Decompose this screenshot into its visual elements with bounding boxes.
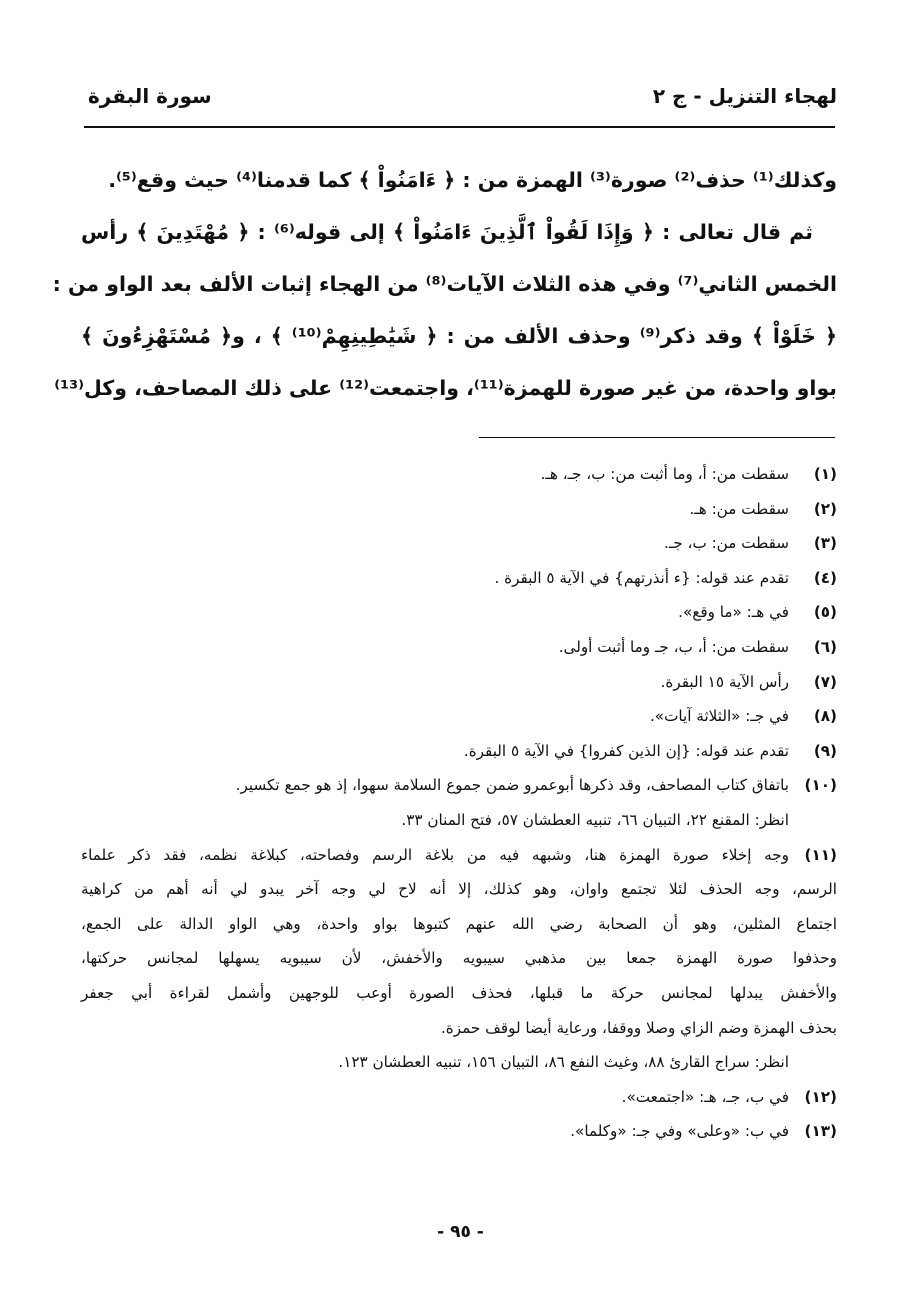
footnote-text: سقطت من: أ، ب، جـ وما أثبت أولى. bbox=[558, 637, 789, 656]
footnote-text: اجتماع المثلين، وهو أن الصحابة رضي الله عنهم كتبوها بواو واحدة، وهي الواو الدالة على الجمع، bbox=[81, 914, 837, 933]
footnote-10 bbox=[81, 768, 837, 803]
footnote-3 bbox=[81, 526, 837, 561]
footnote-number: (١) bbox=[813, 465, 837, 483]
footnote-number: (٥) bbox=[813, 603, 837, 622]
footnote-11-cont bbox=[81, 872, 837, 907]
running-header-surah: سورة البقرة bbox=[88, 84, 212, 108]
footnote-11-cont bbox=[81, 941, 837, 976]
footnote-text: والأخفش يبدلها لمجانس حركة ما قبلها، فحذف الصورة أوعب للوجهين وأشمل لقراءة أبي جعفر bbox=[81, 983, 837, 1002]
footnote-number: (١٣) bbox=[804, 1122, 837, 1141]
footnote-9 bbox=[81, 734, 837, 769]
footnotes bbox=[81, 457, 837, 1149]
footnote-text: في جـ: «الثلاثة آيات». bbox=[649, 707, 789, 726]
footnote-text: في ب، جـ، هـ: «اجتمعت». bbox=[621, 1087, 789, 1106]
main-text-line: بواو واحدة، من غير صورة للهمزة⁽¹¹⁾، واجتمعت⁽¹²⁾ على ذلك المصاحف، وكل⁽¹³⁾ bbox=[54, 376, 837, 400]
main-text-line: ﴿ خَلَوْاْ ﴾ وقد ذكر⁽⁹⁾ وحذف الألف من : ﴿ شَيَٰطِينِهِمْ⁽¹⁰⁾ ﴾ ، و﴿ مُسْتَهْزِءُونَ ﴾ bbox=[81, 324, 838, 348]
footnote-11-cont bbox=[81, 907, 837, 942]
footnote-number: (١٠) bbox=[804, 776, 837, 795]
footnote-text: بحذف الهمزة وضم الزاي وصلا ووقفا، ورعاية أيضا لوقف حمزة. bbox=[440, 1018, 837, 1037]
footnote-separator bbox=[479, 437, 835, 438]
footnote-text: باتفاق كتاب المصاحف، وقد ذكرها أبوعمرو ضمن جموع السلامة سهوا، إذ هو جمع تكسير. bbox=[235, 776, 789, 795]
footnote-text: تقدم عند قوله: {ء أنذرتهم} في الآية ٥ البقرة . bbox=[494, 568, 789, 587]
footnote-11 bbox=[81, 838, 837, 873]
footnote-1 bbox=[81, 457, 837, 492]
footnote-number: (٦) bbox=[813, 637, 837, 656]
footnote-number: (٤) bbox=[813, 568, 837, 587]
footnote-number: (٣) bbox=[813, 534, 837, 553]
main-text-line: ثم قال تعالى : ﴿ وَإِذَا لَقُواْ ٱلَّذِينَ ءَامَنُواْ ﴾ إلى قوله⁽⁶⁾ : ﴿ مُهْتَدِينَ ﴾ رأس bbox=[81, 220, 813, 244]
footnote-text: سقطت من: هـ. bbox=[689, 499, 789, 518]
footnote-text: سقطت من: أ، وما أثبت من: ب، جـ، هـ. bbox=[540, 465, 789, 483]
footnote-number: (١١) bbox=[804, 845, 837, 864]
footnote-number: (٨) bbox=[813, 707, 837, 726]
footnote-4 bbox=[81, 561, 837, 596]
footnote-text: انظر: سراج القارئ ٨٨، وغيث النفع ٨٦، التبيان ١٥٦، تنبيه العطشان ١٢٣. bbox=[338, 1053, 789, 1072]
footnote-11-cont bbox=[81, 976, 837, 1011]
footnote-number: (٧) bbox=[813, 672, 837, 691]
footnote-text: في هـ: «ما وقع». bbox=[678, 603, 789, 622]
footnote-text: وجه إخلاء صورة الهمزة هنا، وشبهه فيه من بلاغة الرسم وفصاحته، كبلاغة نظمه، فقد ذكر علماء bbox=[81, 845, 789, 864]
footnote-text: الرسم، وجه الحذف لئلا تجتمع واوان، وهو كذلك، إلا أنه لاح لي وجه آخر يبدو لي أنه أهم من كراهية bbox=[81, 880, 837, 899]
footnote-10-ref bbox=[81, 803, 837, 838]
footnote-12 bbox=[81, 1080, 837, 1115]
footnote-number: (٢) bbox=[813, 499, 837, 518]
footnote-6 bbox=[81, 630, 837, 665]
footnote-number: (١٢) bbox=[804, 1087, 837, 1106]
footnote-text: انظر: المقنع ٢٢، التبيان ٦٦، تنبيه العطشان ٥٧، فتح المنان ٣٣. bbox=[401, 810, 789, 829]
page-number: - ٩٥ - bbox=[437, 1222, 484, 1242]
footnote-11-cont bbox=[81, 1011, 837, 1046]
footnote-2 bbox=[81, 492, 837, 527]
main-text-line: الخمس الثاني⁽⁷⁾ وفي هذه الثلاث الآيات⁽⁸⁾ من الهجاء إثبات الألف بعد الواو من : bbox=[52, 272, 837, 296]
footnote-7 bbox=[81, 665, 837, 700]
footnote-text: رأس الآية ١٥ البقرة. bbox=[660, 672, 789, 691]
header-rule bbox=[84, 126, 835, 128]
main-text bbox=[52, 154, 838, 414]
footnote-text: في ب: «وعلى» وفي جـ: «وكلما». bbox=[570, 1122, 789, 1141]
footnote-text: سقطت من: ب، جـ. bbox=[664, 534, 789, 553]
footnote-13 bbox=[81, 1114, 837, 1149]
footnote-8 bbox=[81, 699, 837, 734]
running-header-book-title: لهجاء التنزيل - ج ٢ bbox=[652, 84, 837, 108]
footnote-11-ref bbox=[81, 1045, 837, 1080]
footnote-number: (٩) bbox=[813, 741, 837, 760]
footnote-text: تقدم عند قوله: {إن الذين كفروا} في الآية ٥ البقرة. bbox=[463, 741, 789, 760]
footnote-text: وحذفوا صورة الهمزة جمعا بين مذهبي سيبويه والأخفش، لأن سيبويه يسهلها لمجانس حركتها، bbox=[81, 949, 837, 968]
footnote-5 bbox=[81, 595, 837, 630]
main-text-line: وكذلك⁽¹⁾ حذف⁽²⁾ صورة⁽³⁾ الهمزة من : ﴿ ءَامَنُواْ ﴾ كما قدمنا⁽⁴⁾ حيث وقع⁽⁵⁾. bbox=[108, 168, 837, 192]
